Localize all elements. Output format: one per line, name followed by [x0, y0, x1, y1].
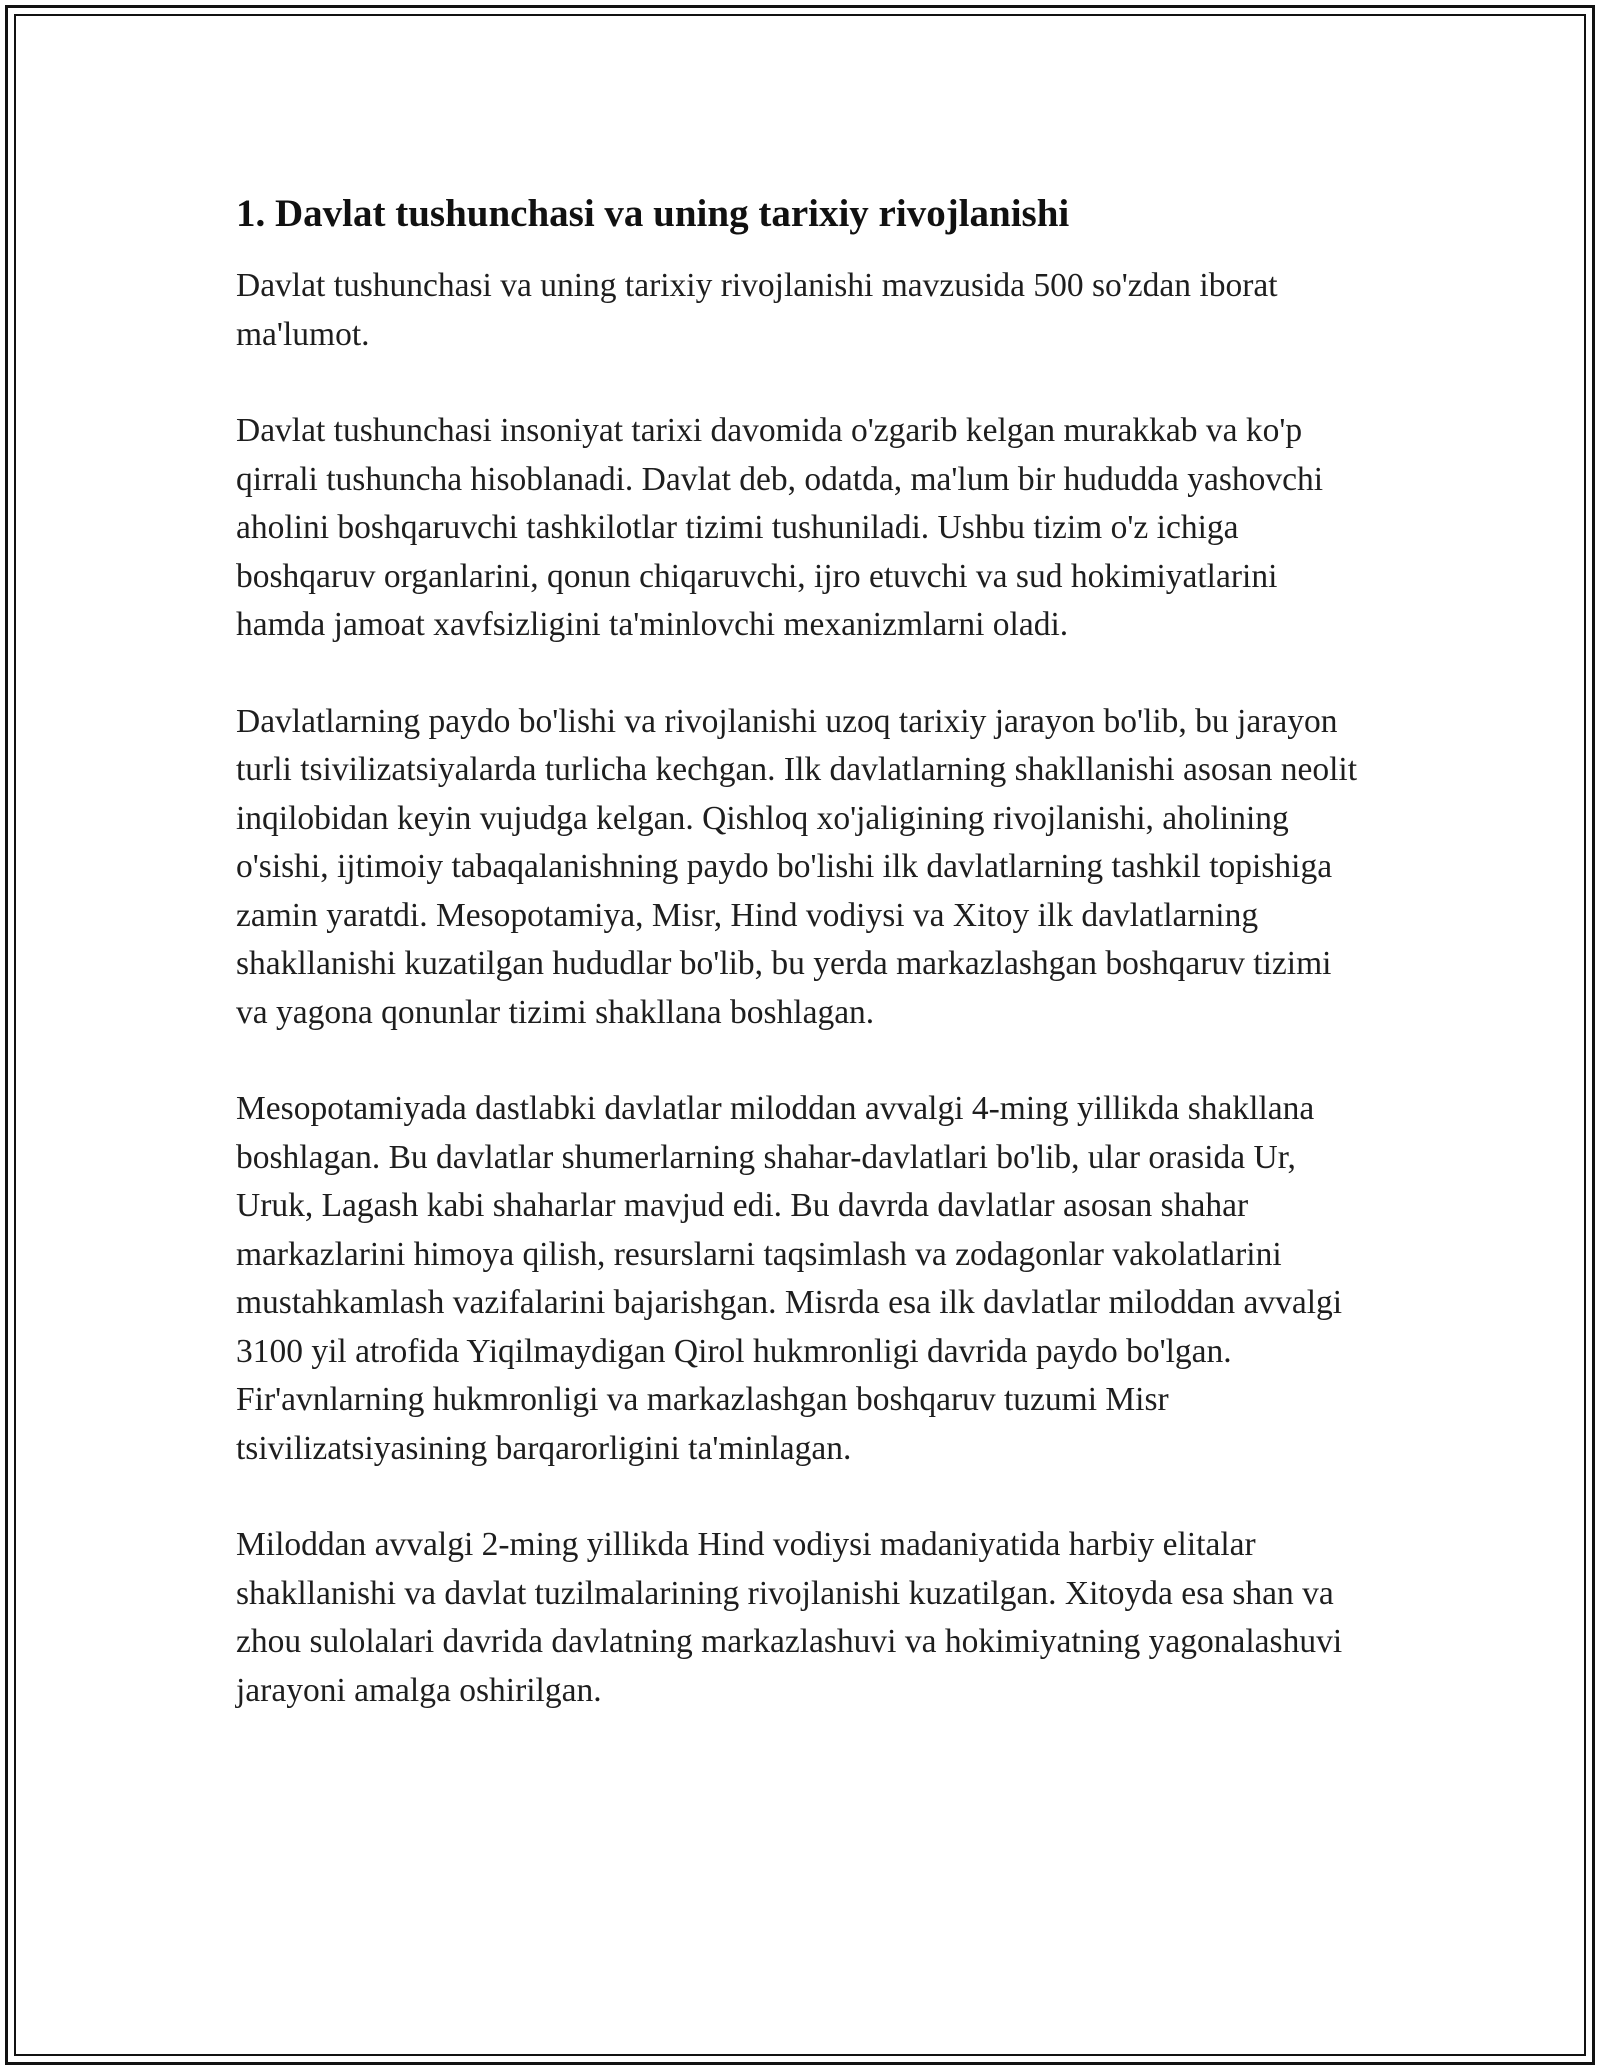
paragraph-definition: Davlat tushunchasi insoniyat tarixi davomida o'zgarib kelgan murakkab va ko'p qirrali tushuncha hisoblanadi. Davlat deb, odatda, ma'lum bir hududda yashovchi aholini boshqaruvchi tashkilotlar tizimi tushuniladi. Ushbu tizim o'z ichiga boshqaruv organlarini, qonun chiqaruvchi, ijro etuvchi va sud hokimiyatlarini hamda jamoat xavfsizligini ta'minlovchi mexanizmlarni oladi.	[236, 412, 1324, 643]
document-body	[236, 186, 1366, 1763]
page-title: 1. Davlat tushunchasi va uning tarixiy rivojlanishi	[236, 192, 1070, 235]
paragraph-intro: Davlat tushunchasi va uning tarixiy rivojlanishi mavzusida 500 so'zdan iborat ma'lumot.	[236, 267, 1278, 353]
paragraph-origins: Davlatlarning paydo bo'lishi va rivojlanishi uzoq tarixiy jarayon bo'lib, bu jarayon turli tsivilizatsiyalarda turlicha kechgan. Ilk davlatlarning shakllanishi asosan neolit inqilobidan keyin vujudga kelgan. Qishloq xo'jaligining rivojlanishi, aholining o'sishi, ijtimoiy tabaqalanishning paydo bo'lishi ilk davlatlarning tashkil topishiga zamin yaratdi. Mesopotamiya, Misr, Hind vodiysi va Xitoy ilk davlatlarning shakllanishi kuzatilgan hududlar bo'lib, bu yerda markazlashgan boshqaruv tizimi va yagona qonunlar tizimi shakllana boshlagan.	[236, 702, 1358, 1031]
paragraph-mesopotamia-egypt: Mesopotamiyada dastlabki davlatlar miloddan avvalgi 4-ming yillikda shakllana boshlagan. Bu davlatlar shumerlarning shahar-davlatlari bo'lib, ular orasida Ur, Uruk, Lagash kabi shaharlar mavjud edi. Bu davrda davlatlar asosan shahar markazlarini himoya qilish, resurslarni taqsimlash va zodagonlar vakolatlarini mustahkamlash vazifalarini bajarishgan. Misrda esa ilk davlatlar miloddan avvalgi 3100 yil atrofida Yiqilmaydigan Qirol hukmronligi davrida paydo bo'lgan. Fir'avnlarning hukmronligi va markazlashgan boshqaruv tuzumi Misr tsivilizatsiyasining barqarorligini ta'minlagan.	[236, 1090, 1343, 1467]
paragraph-india-china: Miloddan avvalgi 2-ming yillikda Hind vodiysi madaniyatida harbiy elitalar shakllanishi va davlat tuzilmalarining rivojlanishi kuzatilgan. Xitoyda esa shan va zhou sulolalari davrida davlatning markazlashuvi va hokimiyatning yagonalashuvi jarayoni amalga oshirilgan.	[236, 1526, 1343, 1709]
